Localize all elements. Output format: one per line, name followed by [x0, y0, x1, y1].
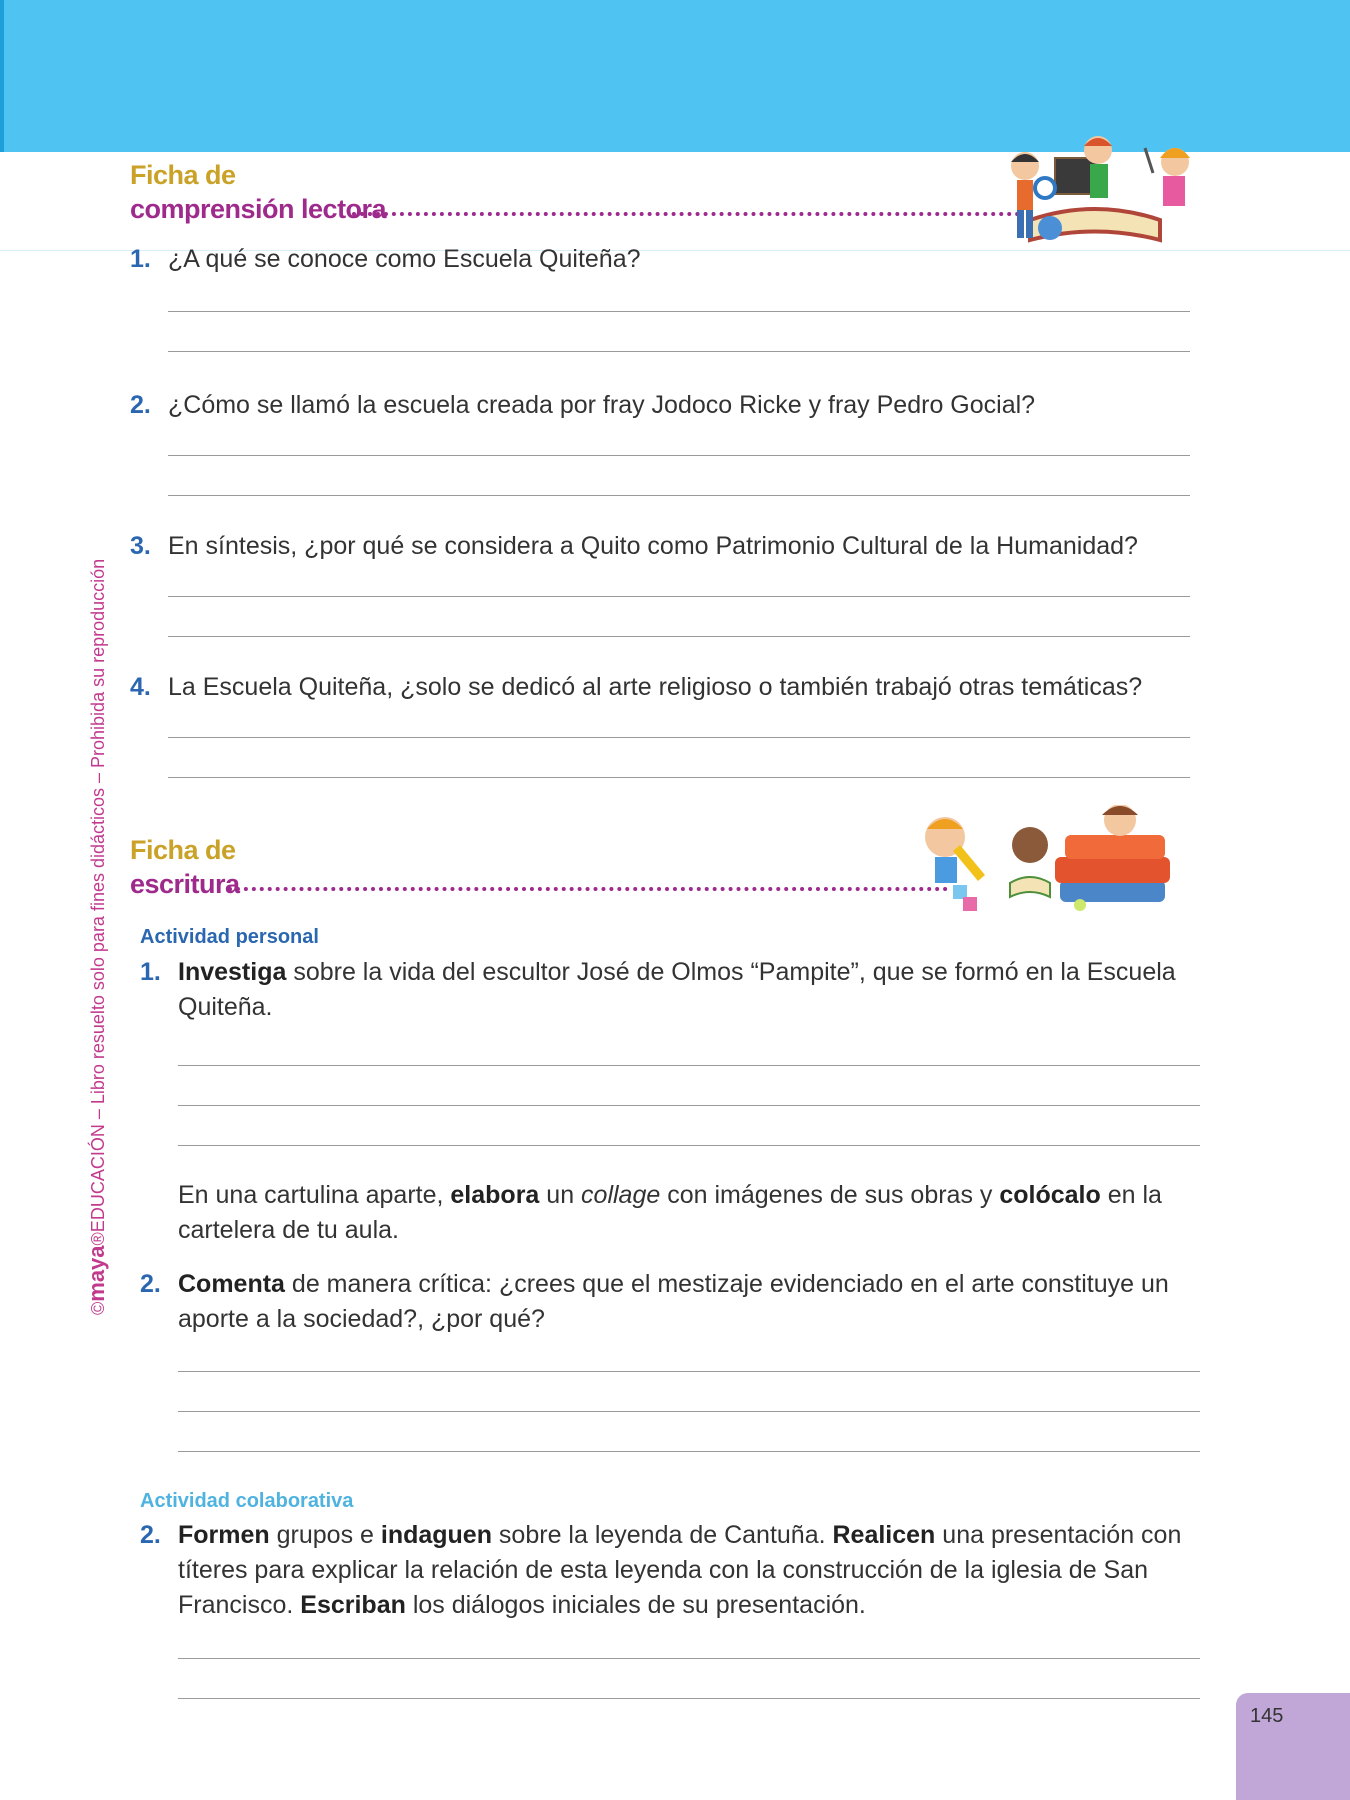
text-run: sobre la leyenda de Cantuña.	[491, 1521, 833, 1549]
task-verb: elabora	[450, 1181, 540, 1209]
reading-question-1	[130, 242, 1208, 277]
answer-line[interactable]	[178, 1371, 1200, 1372]
reading-section-title	[130, 158, 386, 226]
question-text: ¿Cómo se llamó la escuela creada por fray Jodoco Ricke y fray Pedro Gocial?	[168, 391, 1036, 419]
answer-line[interactable]	[178, 1145, 1200, 1146]
task-verb: Investiga	[178, 958, 287, 986]
answer-line[interactable]	[168, 351, 1190, 352]
question-text: La Escuela Quiteña, ¿solo se dedicó al arte religioso o también trabajó otras temáticas?	[168, 673, 1143, 701]
question-text: ¿A qué se conoce como Escuela Quiteña?	[168, 245, 641, 273]
book-stack-icon	[1060, 880, 1165, 902]
answer-line[interactable]	[178, 1451, 1200, 1452]
writing-task-1	[140, 955, 1208, 1025]
page-number-tab	[1236, 1693, 1350, 1800]
reading-question-2	[130, 388, 1208, 423]
answer-line[interactable]	[168, 311, 1190, 312]
answer-line[interactable]	[178, 1105, 1200, 1106]
answer-line[interactable]	[168, 737, 1190, 738]
reading-title-line1: Ficha de	[130, 160, 236, 190]
text-run: con imágenes de sus obras y	[660, 1181, 1000, 1209]
task-verb: Comenta	[178, 1270, 285, 1298]
ball-icon	[1074, 899, 1086, 911]
reading-question-4	[130, 670, 1208, 705]
answer-line[interactable]	[168, 636, 1190, 637]
text-run: en la cartelera de tu aula.	[178, 1181, 1162, 1244]
reading-title-dots	[352, 212, 1020, 216]
kids-writing-illustration	[915, 805, 1205, 920]
text-run: En una cartulina aparte,	[178, 1181, 451, 1209]
writing-task-3	[140, 1518, 1208, 1623]
task-verb: colócalo	[999, 1181, 1101, 1209]
task-text: de manera crítica: ¿crees que el mestizaje evidenciado en el arte constituye un aporte a la sociedad?, ¿por qué?	[178, 1270, 1169, 1333]
writing-title-line1: Ficha de	[130, 835, 236, 865]
copyright-text: EDUCACIÓN – Libro resuelto solo para fines didácticos – Prohibida su reproducción	[88, 558, 108, 1233]
kid-face-icon	[1012, 827, 1048, 863]
text-run: un	[539, 1181, 582, 1209]
answer-line[interactable]	[178, 1065, 1200, 1066]
answer-line[interactable]	[178, 1411, 1200, 1412]
text-run: grupos e	[269, 1521, 381, 1549]
kids-reading-illustration	[995, 128, 1205, 253]
task-number: 2.	[140, 1521, 161, 1549]
writing-title-dots	[228, 887, 948, 891]
task-verb: indaguen	[380, 1521, 492, 1549]
answer-line[interactable]	[168, 777, 1190, 778]
copyright-side-note	[82, 485, 112, 1315]
collab-activity-label: Actividad colaborativa	[140, 1490, 354, 1512]
question-text: En síntesis, ¿por qué se considera a Quito como Patrimonio Cultural de la Humanidad?	[168, 532, 1138, 560]
answer-line[interactable]	[168, 596, 1190, 597]
task-text: sobre la vida del escultor José de Olmos “Pampite”, que se formó en la Escuela Quiteña.	[178, 958, 1176, 1021]
copyright-symbol: ©	[88, 1301, 108, 1315]
writing-title-line2: escritura	[130, 869, 240, 899]
answer-line[interactable]	[168, 495, 1190, 496]
personal-activity-label: Actividad personal	[140, 926, 319, 948]
telescope-icon	[1145, 148, 1153, 173]
writing-section-title	[130, 833, 240, 901]
task-number: 1.	[140, 958, 161, 986]
question-number: 2.	[130, 391, 151, 419]
text-run: los diálogos iniciales de su presentación.	[405, 1591, 866, 1619]
reading-title-line2: comprensión lectora	[130, 194, 387, 224]
answer-line[interactable]	[168, 455, 1190, 456]
banner-edge	[0, 0, 4, 152]
task-verb: Formen	[178, 1521, 270, 1549]
pink-book-icon	[1163, 176, 1185, 206]
answer-line[interactable]	[178, 1658, 1200, 1659]
block-icon	[953, 885, 967, 899]
question-number: 1.	[130, 245, 151, 273]
answer-line[interactable]	[178, 1698, 1200, 1699]
page-number: 145	[1250, 1705, 1284, 1727]
magnifier-icon	[1035, 178, 1055, 198]
writing-task-2	[140, 1267, 1208, 1337]
writing-task-1-followup	[178, 1178, 1208, 1248]
reading-question-3	[130, 529, 1208, 564]
brand-logo-text: maya	[84, 1245, 109, 1302]
italic-term: collage	[581, 1181, 661, 1209]
open-book-icon	[1010, 877, 1050, 897]
text-run: una presentación con títeres para explicar la relación de esta leyenda con la construcción de la iglesia de San Francisco.	[178, 1521, 1182, 1619]
question-number: 3.	[130, 532, 151, 560]
globe-icon	[1038, 216, 1062, 240]
task-verb: Realicen	[832, 1521, 936, 1549]
task-verb: Escriban	[300, 1591, 406, 1619]
task-number: 2.	[140, 1270, 161, 1298]
question-number: 4.	[130, 673, 151, 701]
pencil-icon	[953, 845, 985, 881]
registered-symbol: ®	[88, 1232, 108, 1246]
